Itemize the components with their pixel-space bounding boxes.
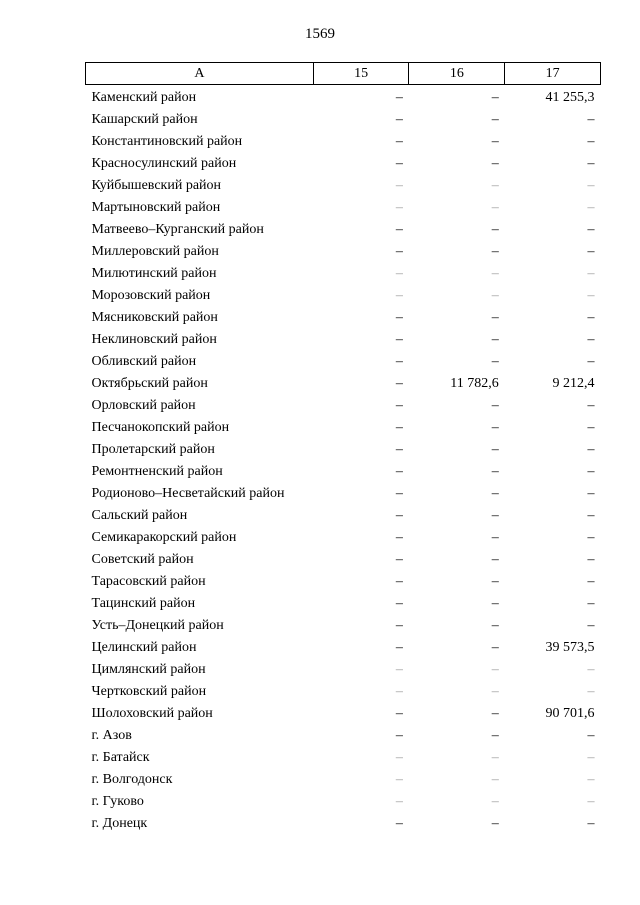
row-value-17-cell: –: [587, 618, 595, 633]
row-value-16-cell: –: [491, 508, 499, 523]
table-row: [86, 109, 601, 131]
row-name-cell: Ремонтненский район: [91, 464, 223, 479]
row-value-17-cell: –: [587, 354, 595, 369]
row-value-17-cell: –: [587, 728, 595, 743]
row-value-15-cell: –: [395, 662, 403, 677]
row-name-cell: Мясниковский район: [91, 310, 218, 325]
header-column-17: 17: [505, 63, 601, 85]
row-value-15-cell: –: [395, 728, 403, 743]
table-row: [86, 725, 601, 747]
header-column-15: 15: [313, 63, 409, 85]
row-name-cell: г. Волгодонск: [91, 772, 173, 787]
row-value-15-cell: –: [395, 266, 403, 281]
row-value-17-cell: –: [587, 508, 595, 523]
row-value-17-cell: 9 212,4: [552, 376, 595, 391]
row-name-cell: Красносулинский район: [91, 156, 237, 171]
row-value-17-cell: –: [587, 574, 595, 589]
row-value-15-cell: –: [395, 156, 403, 171]
row-value-16-cell: –: [491, 750, 499, 765]
row-value-15-cell: –: [395, 90, 403, 105]
row-name-cell: Советский район: [91, 552, 194, 567]
row-name-cell: Каменский район: [91, 90, 197, 105]
table-row: [86, 241, 601, 263]
row-value-15-cell: –: [395, 552, 403, 567]
table-row: [86, 505, 601, 527]
row-name-cell: Орловский район: [91, 398, 196, 413]
row-value-15-cell: –: [395, 706, 403, 721]
row-value-17-cell: –: [587, 266, 595, 281]
row-name-cell: Кашарский район: [91, 112, 198, 127]
row-value-17-cell: –: [587, 200, 595, 215]
row-name-cell: г. Гуково: [91, 794, 144, 809]
row-value-15-cell: –: [395, 794, 403, 809]
row-value-17-cell: –: [587, 222, 595, 237]
row-name-cell: Шолоховский район: [91, 706, 213, 721]
row-value-15-cell: –: [395, 332, 403, 347]
row-value-17-cell: –: [587, 772, 595, 787]
row-value-17-cell: –: [587, 332, 595, 347]
table-row: [86, 461, 601, 483]
table-row: [86, 85, 601, 110]
row-value-16-cell: –: [491, 354, 499, 369]
row-name-cell: Усть–Донецкий район: [91, 618, 224, 633]
row-value-15-cell: –: [395, 596, 403, 611]
table-row: [86, 593, 601, 615]
row-value-16-cell: –: [491, 178, 499, 193]
header-column-16: 16: [409, 63, 505, 85]
row-value-15-cell: –: [395, 530, 403, 545]
row-value-17-cell: –: [587, 750, 595, 765]
row-value-16-cell: –: [491, 90, 499, 105]
row-name-cell: Октябрьский район: [91, 376, 208, 391]
table-row: [86, 439, 601, 461]
row-value-16-cell: –: [491, 464, 499, 479]
row-name-cell: Песчанокопский район: [91, 420, 230, 435]
row-value-15-cell: –: [395, 354, 403, 369]
row-value-17-cell: 39 573,5: [545, 640, 595, 655]
header-column-a: А: [86, 63, 314, 85]
row-value-17-cell: –: [587, 442, 595, 457]
table-row: [86, 659, 601, 681]
row-value-16-cell: –: [491, 486, 499, 501]
row-value-15-cell: –: [395, 816, 403, 831]
row-name-cell: Куйбышевский район: [91, 178, 222, 193]
row-value-17-cell: –: [587, 684, 595, 699]
table-row: [86, 571, 601, 593]
row-name-cell: Тарасовский район: [91, 574, 206, 589]
table-row: [86, 263, 601, 285]
row-value-16-cell: –: [491, 156, 499, 171]
row-value-17-cell: –: [587, 552, 595, 567]
row-value-16-cell: –: [491, 596, 499, 611]
row-value-16-cell: 11 782,6: [450, 376, 499, 391]
row-value-16-cell: –: [491, 200, 499, 215]
row-value-15-cell: –: [395, 134, 403, 149]
row-value-15-cell: –: [395, 112, 403, 127]
table-row: [86, 791, 601, 813]
row-name-cell: Чертковский район: [91, 684, 207, 699]
row-value-15-cell: –: [395, 222, 403, 237]
table-row: [86, 329, 601, 351]
row-name-cell: Семикаракорский район: [91, 530, 237, 545]
table-row: [86, 549, 601, 571]
table-row: [86, 615, 601, 637]
row-value-16-cell: –: [491, 288, 499, 303]
row-value-15-cell: –: [395, 684, 403, 699]
row-value-17-cell: –: [587, 464, 595, 479]
row-value-16-cell: –: [491, 728, 499, 743]
row-name-cell: Цимлянский район: [91, 662, 206, 677]
row-name-cell: Сальский район: [91, 508, 188, 523]
row-value-15-cell: –: [395, 178, 403, 193]
row-value-16-cell: –: [491, 662, 499, 677]
row-name-cell: Мартыновский район: [91, 200, 221, 215]
row-name-cell: Константиновский район: [91, 134, 243, 149]
table-row: [86, 175, 601, 197]
row-name-cell: Матвеево–Курганский район: [91, 222, 264, 237]
row-name-cell: Милютинский район: [91, 266, 217, 281]
table-row: [86, 681, 601, 703]
data-table: [85, 62, 601, 835]
row-value-17-cell: –: [587, 112, 595, 127]
table-row: [86, 197, 601, 219]
row-name-cell: г. Батайск: [91, 750, 150, 765]
row-value-17-cell: –: [587, 134, 595, 149]
row-name-cell: Неклиновский район: [91, 332, 217, 347]
row-value-17-cell: –: [587, 178, 595, 193]
row-value-16-cell: –: [491, 222, 499, 237]
row-value-15-cell: –: [395, 244, 403, 259]
table-body: [86, 85, 601, 836]
row-value-15-cell: –: [395, 420, 403, 435]
row-value-16-cell: –: [491, 134, 499, 149]
table-row: [86, 813, 601, 835]
table-row: [86, 153, 601, 175]
row-value-17-cell: –: [587, 486, 595, 501]
table-row: [86, 373, 601, 395]
table-row: [86, 769, 601, 791]
row-name-cell: Пролетарский район: [91, 442, 215, 457]
row-name-cell: Родионово–Несветайский район: [91, 486, 285, 501]
row-value-17-cell: –: [587, 816, 595, 831]
row-name-cell: г. Азов: [91, 728, 132, 743]
row-value-17-cell: –: [587, 596, 595, 611]
row-value-15-cell: –: [395, 464, 403, 479]
table-row: [86, 747, 601, 769]
table-row: [86, 351, 601, 373]
row-value-16-cell: –: [491, 794, 499, 809]
table-row: [86, 483, 601, 505]
row-value-17-cell: 90 701,6: [545, 706, 595, 721]
table-row: [86, 395, 601, 417]
row-name-cell: Миллеровский район: [91, 244, 219, 259]
row-value-16-cell: –: [491, 398, 499, 413]
table-row: [86, 219, 601, 241]
row-value-15-cell: –: [395, 508, 403, 523]
table-row: [86, 417, 601, 439]
row-value-17-cell: –: [587, 310, 595, 325]
row-value-17-cell: –: [587, 530, 595, 545]
row-value-15-cell: –: [395, 640, 403, 655]
row-value-16-cell: –: [491, 640, 499, 655]
row-value-16-cell: –: [491, 112, 499, 127]
row-value-17-cell: –: [587, 420, 595, 435]
row-value-15-cell: –: [395, 772, 403, 787]
row-value-17-cell: –: [587, 662, 595, 677]
row-value-16-cell: –: [491, 552, 499, 567]
row-value-16-cell: –: [491, 618, 499, 633]
row-value-15-cell: –: [395, 618, 403, 633]
row-value-15-cell: –: [395, 750, 403, 765]
row-value-17-cell: –: [587, 288, 595, 303]
row-value-16-cell: –: [491, 266, 499, 281]
row-value-16-cell: –: [491, 574, 499, 589]
row-value-15-cell: –: [395, 398, 403, 413]
row-value-17-cell: 41 255,3: [545, 90, 595, 105]
row-name-cell: Тацинский район: [91, 596, 196, 611]
row-name-cell: Обливский район: [91, 354, 197, 369]
row-value-16-cell: –: [491, 816, 499, 831]
row-value-15-cell: –: [395, 200, 403, 215]
row-name-cell: Целинский район: [91, 640, 197, 655]
table-row: [86, 285, 601, 307]
table-header-row: [86, 63, 601, 85]
row-value-17-cell: –: [587, 794, 595, 809]
row-name-cell: г. Донецк: [91, 816, 148, 831]
row-value-15-cell: –: [395, 376, 403, 391]
table-row: [86, 637, 601, 659]
row-value-15-cell: –: [395, 442, 403, 457]
row-value-17-cell: –: [587, 398, 595, 413]
row-value-16-cell: –: [491, 530, 499, 545]
table-row: [86, 703, 601, 725]
row-value-16-cell: –: [491, 684, 499, 699]
row-value-16-cell: –: [491, 310, 499, 325]
table-row: [86, 131, 601, 153]
row-value-17-cell: –: [587, 156, 595, 171]
row-value-15-cell: –: [395, 574, 403, 589]
row-value-16-cell: –: [491, 332, 499, 347]
page-number: 1569: [305, 26, 335, 42]
row-value-16-cell: –: [491, 772, 499, 787]
row-value-16-cell: –: [491, 442, 499, 457]
row-value-16-cell: –: [491, 706, 499, 721]
table-row: [86, 307, 601, 329]
row-value-16-cell: –: [491, 420, 499, 435]
row-value-15-cell: –: [395, 310, 403, 325]
row-name-cell: Морозовский район: [91, 288, 211, 303]
row-value-15-cell: –: [395, 288, 403, 303]
row-value-15-cell: –: [395, 486, 403, 501]
row-value-17-cell: –: [587, 244, 595, 259]
table-row: [86, 527, 601, 549]
row-value-16-cell: –: [491, 244, 499, 259]
